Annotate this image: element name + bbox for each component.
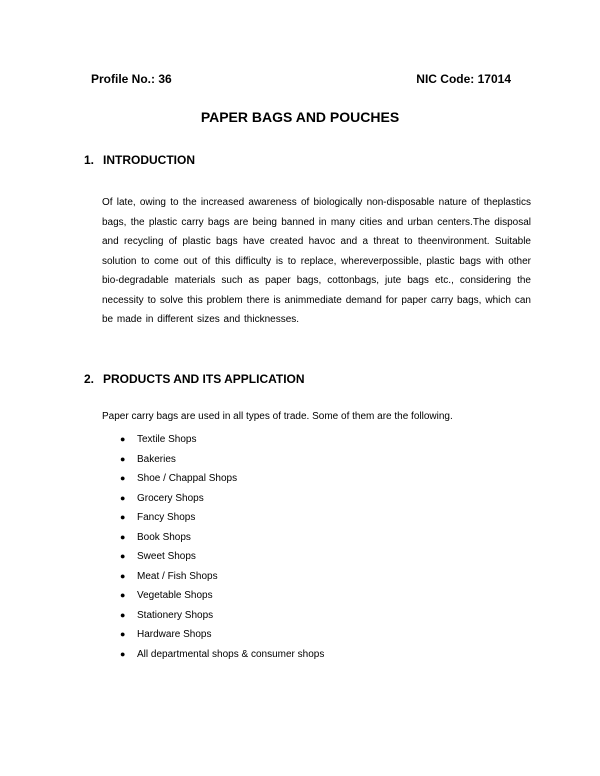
section-number: 1. <box>84 153 95 167</box>
bullet-icon: ● <box>120 492 126 503</box>
bullet-icon: ● <box>120 512 126 522</box>
bullet-icon: ● <box>120 473 126 483</box>
section-heading-products <box>84 372 305 386</box>
bullet-icon: ● <box>120 551 126 561</box>
list-item: ● Sweet Shops <box>102 547 324 567</box>
bullet-icon: ● <box>120 609 126 620</box>
list-item: ● Vegetable Shops <box>102 586 324 606</box>
bullet-icon: ● <box>120 648 126 659</box>
list-item: ● Textile Shops <box>102 430 324 450</box>
bullet-icon: ● <box>120 531 126 542</box>
bullet-icon: ● <box>120 570 126 581</box>
nic-code: NIC Code: 17014 <box>416 72 511 86</box>
list-item: ● Meat / Fish Shops <box>102 567 324 587</box>
bullet-icon: ● <box>120 434 126 444</box>
list-item: ● Grocery Shops <box>102 489 324 509</box>
document-header <box>91 72 511 88</box>
document-title: PAPER BAGS AND POUCHES <box>200 109 400 125</box>
bullet-icon: ● <box>120 629 126 639</box>
products-intro-text: Paper carry bags are used in all types of trade. Some of them are the following. <box>102 411 453 422</box>
list-item: ● Hardware Shops <box>102 625 324 645</box>
section-title: INTRODUCTION <box>103 153 195 167</box>
introduction-paragraph: Of late, owing to the increased awareness of biologically non-disposable nature of theplastics bags, the plastic carry bags are being banned in many cities and urban centers.The disposal and recycling of plastic bags have created havoc and a threat to theenvironment. Suitable solution to come out of this difficulty is to replace, whereverpossible, plastic bags with other bio-degradable materials such as paper bags, cottonbags, jute bags etc., considering the necessity to solve this problem there is animmediate demand for paper carry bags, which can be made in different sizes and thicknesses. <box>102 197 531 325</box>
list-item: ● All departmental shops & consumer shops <box>102 645 324 665</box>
profile-number: Profile No.: 36 <box>91 72 172 86</box>
list-item: ● Fancy Shops <box>102 508 324 528</box>
list-item: ● Bakeries <box>102 450 324 470</box>
section-heading-introduction <box>84 153 195 167</box>
bullet-icon: ● <box>120 453 126 464</box>
shop-types-list <box>102 430 324 664</box>
list-item: ● Stationery Shops <box>102 606 324 626</box>
section-number: 2. <box>84 372 95 386</box>
section-title: PRODUCTS AND ITS APPLICATION <box>103 372 305 386</box>
bullet-icon: ● <box>120 590 126 600</box>
list-item: ● Shoe / Chappal Shops <box>102 469 324 489</box>
list-item: ● Book Shops <box>102 528 324 548</box>
